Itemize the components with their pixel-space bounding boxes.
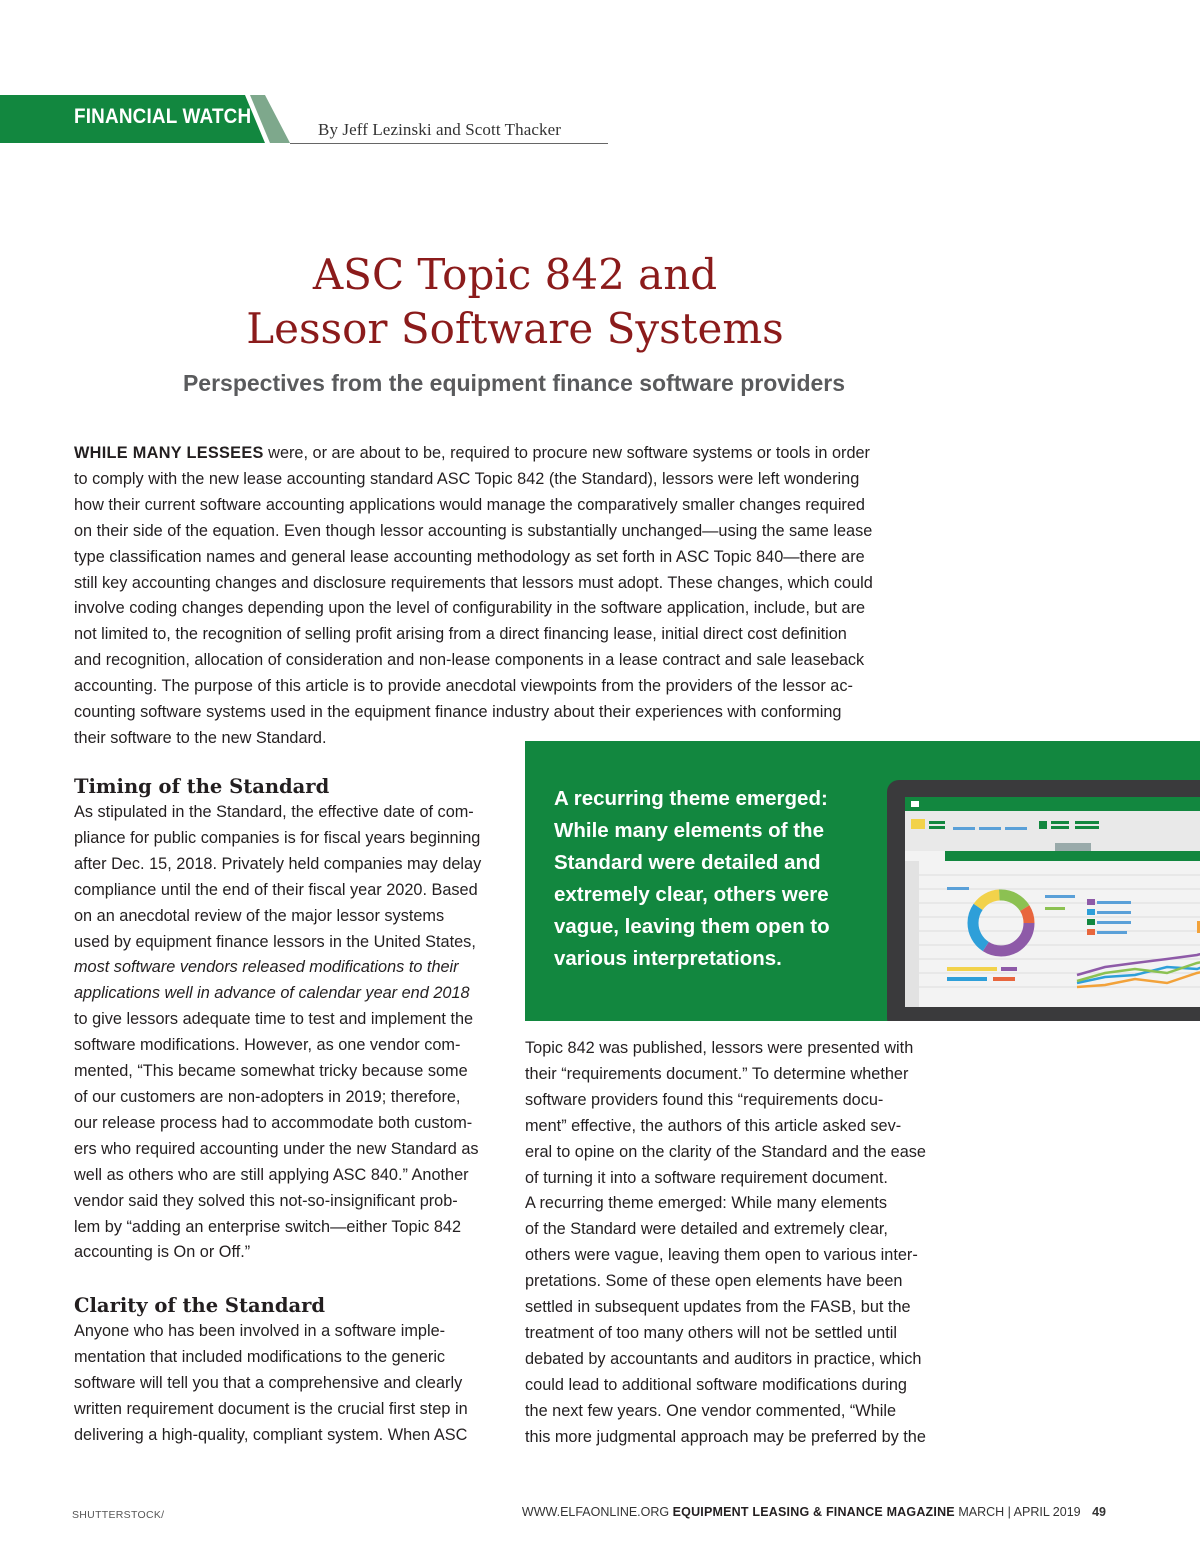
intro-line: their software to the new Standard. xyxy=(74,728,327,747)
column-left-lower xyxy=(74,1293,506,1449)
footer-issue: MARCH | APRIL 2019 xyxy=(958,1505,1081,1519)
intro-line: WHILE MANY LESSEES were, or are about to be, required to procure new software systems or tools in order xyxy=(74,444,870,462)
emphasis-line: applications well in advance of calendar year end 2018 xyxy=(74,984,470,1003)
emphasis-line: most software vendors released modifications to their xyxy=(74,958,459,977)
ribbon-bar xyxy=(905,797,1200,811)
title-line: ASC Topic 842 and xyxy=(312,250,718,299)
footer-magazine: EQUIPMENT LEASING & FINANCE MAGAZINE xyxy=(672,1505,955,1519)
byline: By Jeff Lezinski and Scott Thacker xyxy=(318,120,562,139)
title-line: Lessor Software Systems xyxy=(246,304,784,353)
timing-paragraph: As stipulated in the Standard, the effective date of com- pliance for public companies is for fiscal years beginning after Dec. 15, 2018. Privately held companies may delay compliance until the end of their fiscal year 2020. Based on an anecdotal review of the major lessor systems used by equipment finance lessors in the United States, most software vendors released modifications to their applications well in advance of calendar year end 2018 to give lessors adequate time to test and implement the software modifications. However, as one vendor com- mented, “This became somewhat tricky because some of our customers are non-adopters in 2019; therefore, our release process had to accommodate both custom- ers who required accounting under the new Standard as well as others who are still applying ASC 840.” Another vendor said they solved this not-so-insignificant prob- lem by “adding an enterprise switch—either Topic 842 accounting is On or Off.” xyxy=(74,800,506,1266)
spreadsheet-graphic xyxy=(905,797,1200,1007)
lead-in: WHILE MANY LESSEES xyxy=(74,444,264,462)
pull-quote-box xyxy=(525,741,1200,1021)
article-title xyxy=(0,248,1030,356)
section-label: FINANCIAL WATCH xyxy=(74,105,252,128)
intro-line: involve coding changes depending upon the level of configurability in the software application, include, but are xyxy=(74,599,866,618)
line-chart-icon xyxy=(1077,947,1200,987)
pull-quote: A recurring theme emerged: While many elements of the Standard were detailed and extremely clear, others were vague, leaving them open to various interpretations. xyxy=(554,787,830,970)
intro-line: counting software systems used in the equipment finance industry about their experiences with conforming xyxy=(74,703,842,722)
intro-paragraph xyxy=(74,441,954,752)
page-number: 49 xyxy=(1092,1505,1106,1519)
footer-website: WWW.ELFAONLINE.ORG xyxy=(521,1505,670,1519)
intro-line: how their current software accounting applications would manage the comparatively smaller changes required xyxy=(74,495,865,514)
section-heading-timing: Timing of the Standard xyxy=(74,775,330,798)
intro-line: and recognition, allocation of consideration and non-lease components in a lease contract and sale leaseback xyxy=(74,651,865,670)
intro-line: not limited to, the recognition of selling profit arising from a direct financing lease, initial direct cost definition xyxy=(74,625,847,644)
intro-line: accounting. The purpose of this article is to provide anecdotal viewpoints from the providers of the lessor ac- xyxy=(74,677,853,696)
article-subtitle: Perspectives from the equipment finance software providers xyxy=(182,370,846,396)
byline-rule xyxy=(290,143,608,144)
column-left xyxy=(74,774,506,1266)
laptop-screen xyxy=(905,797,1200,1007)
intro-line: type classification names and general lease accounting methodology as set forth in ASC Topic 840—there are xyxy=(74,547,865,566)
intro-line: on their side of the equation. Even though lessor accounting is substantially unchanged—using the same lease xyxy=(74,521,873,540)
section-heading-clarity: Clarity of the Standard xyxy=(74,1294,326,1317)
page-footer xyxy=(522,1505,1106,1519)
clarity-paragraph: Anyone who has been involved in a software imple- mentation that included modifications to the generic software will tell you that a comprehensive and clearly written requirement document is the crucial first step in delivering a high-quality, compliant system. When ASC xyxy=(74,1322,468,1444)
photo-credit: SHUTTERSTOCK/ xyxy=(72,1509,165,1521)
intro-line: to comply with the new lease accounting standard ASC Topic 842 (the Standard), lessors were left wondering xyxy=(74,469,860,488)
intro-line: still key accounting changes and disclosure requirements that lessors must adopt. These changes, which could xyxy=(74,573,873,592)
column-right: Topic 842 was published, lessors were presented with their “requirements document.” To determine whether software providers found this “requirements docu- ment” effective, the authors of this article asked sev- eral to opine on the clarity of the Standard and the ease of turning it into a software requirement document. A recurring theme emerged: While many elements of the Standard were detailed and extremely clear, others were vague, leaving them open to various inter- pretations. Some of these open elements have been settled in subsequent updates from the FASB, but the treatment of too many others will not be settled until debated by accountants and auditors in practice, which could lead to additional software modifications during the next few years. One vendor commented, “While this more judgmental approach may be preferred by the xyxy=(525,1039,926,1446)
